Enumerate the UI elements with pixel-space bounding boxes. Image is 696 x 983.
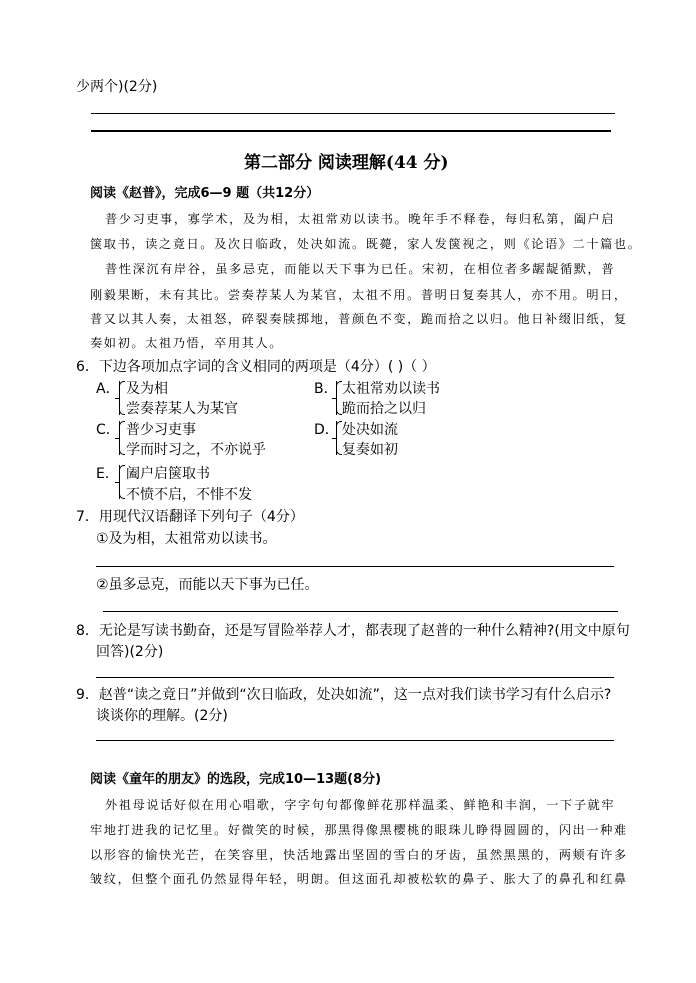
reading1-line: 箧取书，读之竟日。及次日临政，处决如流。既薨，家人发箧视之，则《论语》二十篇也。 xyxy=(90,237,642,251)
answer-line[interactable] xyxy=(96,677,614,678)
q7-sentence-1: ①及为相，太祖常劝以读书。 xyxy=(96,531,277,547)
answer-line[interactable] xyxy=(96,740,614,741)
q9-line2: 谈谈你的理解。(2分) xyxy=(96,708,228,724)
q6-option-c-letter: C． xyxy=(96,422,120,438)
q6-option-d-letter: D． xyxy=(314,422,339,438)
q6-stem: 6．下边各项加点字词的含义相同的两项是（4分）( )（ ） xyxy=(76,359,436,375)
reading1-heading: 阅读《赵普》，完成6—9 题（共12分） xyxy=(90,186,320,201)
q8-line2: 回答)(2分) xyxy=(96,644,164,660)
reading1-line: 普性深沉有岸谷，虽多忌克，而能以天下事为已任。宋初，在相位者多龌龊循默，普 xyxy=(105,262,616,276)
q7-sentence-2: ②虽多忌克，而能以天下事为已任。 xyxy=(96,577,319,593)
q6-option-c-line1: 普少习吏事 xyxy=(126,422,196,438)
answer-line[interactable] xyxy=(103,611,618,612)
reading2-heading: 阅读《童年的朋友》的选段，完成10—13题(8分) xyxy=(90,772,382,787)
section-title: 第二部分 阅读理解(44 分) xyxy=(244,153,449,173)
reading2-line: 外祖母说话好似在用心唱歌，字字句句都像鲜花那样温柔、鲜艳和丰润，一下子就牢 xyxy=(105,798,616,812)
q6-option-e-line2: 不愤不启，不悱不发 xyxy=(126,487,252,503)
reading1-line: 刚毅果断，未有其比。尝奏荐某人为某官，太祖不用。普明日复奏其人，亦不用。明日， xyxy=(90,288,628,302)
q9-line1: 9．赵普“读之竟日”并做到“次日临政，处决如流”，这一点对我们读书学习有什么启示? xyxy=(76,687,612,703)
q6-option-b-letter: B． xyxy=(314,381,338,397)
answer-line[interactable] xyxy=(96,566,614,567)
q6-option-a-line2: 尝奏荐某人为某官 xyxy=(126,401,238,417)
reading2-line: 皱纹，但整个面孔仍然显得年轻，明朗。但这面孔却被松软的鼻子、胀大了的鼻孔和红鼻 xyxy=(90,872,628,886)
q6-option-a-letter: A． xyxy=(96,381,120,397)
q7-stem: 7．用现代汉语翻译下列句子（4分） xyxy=(76,509,304,525)
q6-option-b-line1: 太祖常劝以读书 xyxy=(342,381,440,397)
q6-option-e-letter: E． xyxy=(96,466,119,482)
q6-option-e-line1: 阖户启箧取书 xyxy=(126,466,210,482)
reading1-line: 奏如初。太祖乃悟，卒用其人。 xyxy=(90,336,284,350)
brace-icon xyxy=(119,465,126,499)
reading1-line: 普少习吏事，寡学术，及为相，太祖常劝以读书。晚年手不释卷，每归私第，阖户启 xyxy=(105,212,616,226)
q6-option-d-line1: 处决如流 xyxy=(342,422,398,438)
reading2-line: 牢地打进我的记忆里。好微笑的时候，那黑得像黑樱桃的眼珠儿睁得圆圆的，闪出一种难 xyxy=(90,823,628,837)
q6-option-c-line2: 学而时习之，不亦说乎 xyxy=(126,442,266,458)
answer-line xyxy=(91,130,611,132)
q8-line1: 8．无论是写读书勤奋，还是写冒险举荐人才，都表现了赵普的一种什么精神?(用文中原句 xyxy=(76,623,630,639)
top-fragment: 少两个)(2分) xyxy=(76,79,158,95)
reading2-line: 以形容的愉快光芒，在笑容里，快活地露出坚固的雪白的牙齿，虽然黑黑的，两颊有许多 xyxy=(90,848,628,862)
brace-icon xyxy=(119,381,126,415)
reading1-line: 普又以其人奏，太祖怒，碎裂奏牍掷地，普颜色不变，跪而拾之以归。他日补缀旧纸，复 xyxy=(90,312,628,326)
q6-option-b-line2: 跪而拾之以归 xyxy=(342,401,426,417)
answer-line xyxy=(91,113,615,114)
brace-icon xyxy=(119,421,126,455)
q6-option-d-line2: 复奏如初 xyxy=(342,442,398,458)
q6-option-a-line1: 及为相 xyxy=(126,381,168,397)
